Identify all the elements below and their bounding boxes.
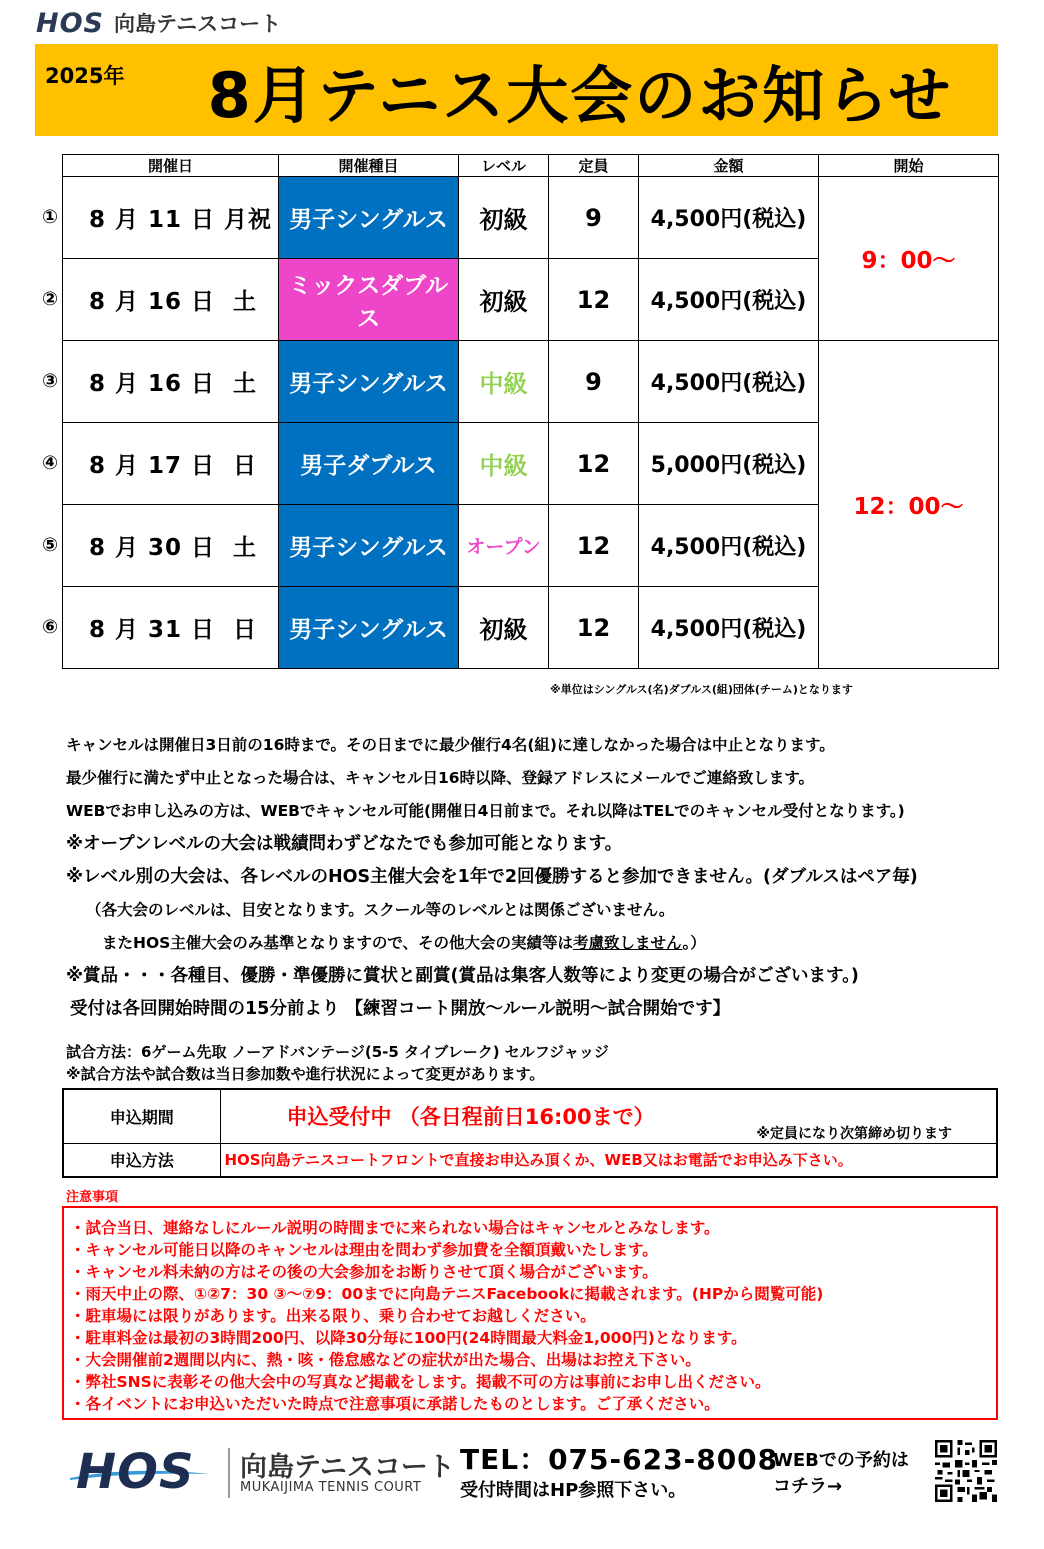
start-time: 9：00～ (819, 177, 999, 341)
unit-note: ※単位はシングルス(名)ダブルス(組)団体(チーム)となります (550, 683, 853, 696)
hos-logo: HOS (36, 7, 104, 39)
caution-item: ・キャンセル可能日以降のキャンセルは理由を問わず参加費を全額頂戴いたします。 (70, 1241, 658, 1259)
event-capacity: 12 (549, 587, 639, 669)
footer-court-en: MUKAIJIMA TENNIS COURT (240, 1480, 422, 1495)
table-row (63, 1143, 997, 1177)
method-line-2: ※試合方法や試合数は当日参加数や進行状況によって変更があります。 (66, 1065, 545, 1083)
column-header: 開催種目 (279, 155, 459, 177)
application-table (62, 1088, 998, 1178)
event-level: 中級 (459, 341, 549, 423)
event-price: 4,500円(税込) (639, 505, 819, 587)
caution-item: ・雨天中止の際、①②7：30 ③～⑦9：00までに向島テニスFacebookに掲載されます。(HPから閲覧可能) (70, 1285, 824, 1303)
caution-item: ・大会開催前2週間以内に、熱・咳・倦怠感などの症状が出た場合、出場はお控え下さい。 (70, 1351, 701, 1369)
caution-item: ・駐車料金は最初の3時間200円、以降30分毎に100円(24時間最大料金1,000円)となります。 (70, 1329, 747, 1347)
event-capacity: 9 (549, 341, 639, 423)
note-cancel-1: キャンセルは開催日3日前の16時まで。その日までに最少催行4名(組)に達しなかった場合は中止となります。 (66, 736, 835, 754)
note-level-3a: またHOS主催大会のみ基準となりますので、その他大会の実績等は (102, 934, 574, 952)
caution-item: ・試合当日、連絡なしにルール説明の時間までに来られない場合はキャンセルとみなします。 (70, 1219, 720, 1237)
event-type: 男子シングルス (279, 177, 459, 259)
table-row (63, 341, 999, 423)
event-date: 8 月 11 日 月祝 (63, 177, 279, 259)
event-level: 初級 (459, 177, 549, 259)
event-capacity: 9 (549, 177, 639, 259)
column-header: 開始 (819, 155, 999, 177)
event-level: 初級 (459, 259, 549, 341)
footer-court-name: 向島テニスコート (240, 1452, 455, 1483)
title-banner (35, 44, 998, 136)
footer-hours: 受付時間はHP参照下さい。 (460, 1480, 687, 1501)
event-price: 4,500円(税込) (639, 587, 819, 669)
event-price: 4,500円(税込) (639, 177, 819, 259)
note-level-1: ※レベル別の大会は、各レベルのHOS主催大会を1年で2回優勝すると参加できません。(ダブルスはペア毎) (66, 867, 918, 887)
note-level-2: （各大会のレベルは、目安となります。スクール等のレベルとは関係ございません。 (86, 901, 675, 919)
method-value: HOS向島テニスコートフロントで直接お申込み頂くか、WEB又はお電話でお申込み下さい。 (220, 1143, 997, 1177)
caution-box (62, 1206, 998, 1420)
caution-item: ・キャンセル料未納の方はその後の大会参加をお断りさせて頂く場合がございます。 (70, 1263, 658, 1281)
footer-divider (228, 1448, 230, 1498)
note-level-3 (66, 931, 1006, 964)
note-cancel-2: 最少催行に満たず中止となった場合は、キャンセル日16時以降、登録アドレスにメールでご連絡致します。 (66, 769, 815, 787)
event-type: 男子ダブルス (279, 423, 459, 505)
schedule-table (62, 154, 999, 669)
event-date: 8 月 17 日 日 (63, 423, 279, 505)
row-number: ③ (41, 370, 59, 392)
event-price: 5,000円(税込) (639, 423, 819, 505)
footer-web-line-1: WEBでの予約は (773, 1450, 909, 1471)
footer-hos-logo: HOS (76, 1444, 195, 1500)
row-number: ① (41, 206, 59, 228)
caution-item: ・弊社SNSに表彰その他大会中の写真など掲載をします。掲載不可の方は事前にお申し出ください。 (70, 1373, 771, 1391)
event-type: 男子シングルス (279, 587, 459, 669)
event-capacity: 12 (549, 259, 639, 341)
footer-tel[interactable]: TEL：075-623-8008 (460, 1443, 779, 1476)
row-number: ⑥ (41, 616, 59, 638)
table-header-row (63, 155, 999, 177)
period-value: 申込受付中 （各日程前日16:00まで） (286, 1105, 655, 1130)
event-level: 初級 (459, 587, 549, 669)
qr-code-icon[interactable] (935, 1440, 997, 1502)
column-header: 定員 (549, 155, 639, 177)
row-number: ⑤ (41, 534, 59, 556)
footer-logo (70, 1444, 210, 1500)
top-brand (36, 8, 281, 38)
method-label: 申込方法 (63, 1143, 220, 1177)
event-type: ミックスダブルス (279, 259, 459, 341)
notes-section (66, 733, 1006, 1030)
note-level-3b: 考慮致しません (573, 934, 683, 952)
brand-name: 向島テニスコート (114, 12, 282, 36)
match-method (66, 1041, 609, 1085)
page-title: 8月テニス大会のお知らせ (207, 59, 953, 132)
event-date: 8 月 16 日 土 (63, 259, 279, 341)
event-type: 男子シングルス (279, 341, 459, 423)
caution-label: 注意事項 (66, 1190, 119, 1205)
event-date: 8 月 31 日 日 (63, 587, 279, 669)
table-row (63, 1089, 997, 1143)
note-reception: 受付は各回開始時間の15分前より 【練習コート開放～ルール説明～試合開始です】 (70, 999, 731, 1019)
period-note: ※定員になり次第締め切ります (756, 1125, 952, 1142)
event-capacity: 12 (549, 423, 639, 505)
note-open: ※オープンレベルの大会は戦績問わずどなたでも参加可能となります。 (66, 834, 623, 854)
event-price: 4,500円(税込) (639, 341, 819, 423)
event-level: 中級 (459, 423, 549, 505)
caution-item: ・駐車場には限りがあります。出来る限り、乗り合わせてお越しください。 (70, 1307, 596, 1325)
event-type: 男子シングルス (279, 505, 459, 587)
event-date: 8 月 30 日 土 (63, 505, 279, 587)
note-cancel-3: WEBでお申し込みの方は、WEBでキャンセル可能(開催日4日前まで。それ以降はTELでのキャンセル受付となります。) (66, 802, 905, 820)
banner-year: 2025年 (45, 64, 125, 88)
event-level: オープン (459, 505, 549, 587)
event-capacity: 12 (549, 505, 639, 587)
note-level-3c: 。） (682, 934, 706, 952)
column-header: レベル (459, 155, 549, 177)
row-number: ② (41, 288, 59, 310)
event-price: 4,500円(税込) (639, 259, 819, 341)
table-row (63, 177, 999, 259)
period-cell (220, 1089, 997, 1143)
column-header: 金額 (639, 155, 819, 177)
row-number: ④ (41, 452, 59, 474)
note-prize: ※賞品・・・各種目、優勝・準優勝に賞状と副賞(賞品は集客人数等により変更の場合がございます。) (66, 966, 859, 986)
event-date: 8 月 16 日 土 (63, 341, 279, 423)
caution-item: ・各イベントにお申込いただいた時点で注意事項に承諾したものとします。ご了承ください。 (70, 1395, 720, 1413)
column-header: 開催日 (63, 155, 279, 177)
period-label: 申込期間 (63, 1089, 220, 1143)
start-time: 12：00～ (819, 341, 999, 669)
footer-web-line-2: コチラ→ (773, 1476, 843, 1497)
method-line-1: 試合方法：6ゲーム先取 ノーアドバンテージ(5-5 タイブレーク) セルフジャッジ (66, 1043, 609, 1061)
